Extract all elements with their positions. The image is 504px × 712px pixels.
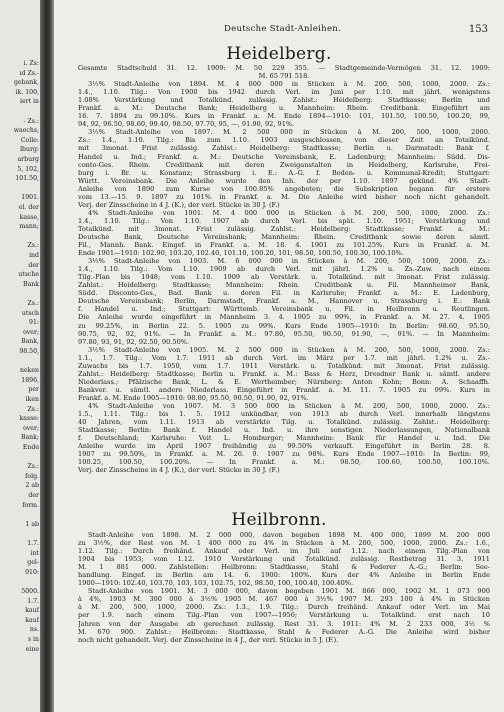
edge-text-fragment: der	[28, 492, 39, 499]
text-line: Fil., Mannh. Bank. Eingef. in Frankf. a. M. 18. 4. 1901 zu 101.25%. Kurs in Frankf. a. M.	[78, 241, 490, 250]
text-line: Zs.: 1.4., 1.10. Tilg.: Bis zum 1.10. 1903 ausgeschlossen, von dieser Zeit an Totalkünd.	[78, 136, 490, 145]
text-line: Handel u. Ind.; Frankf. a. M.: Deutsche Vereinsbank, E. Ladenburg; Mannheim: Südd. Dis-	[78, 152, 490, 161]
text-line: Niederlass.; Pfälzische Bank, L. & E. Wertheimber; Nürnberg: Anton Kohn; Bonn: A. Schaaffh.	[78, 377, 490, 386]
edge-text-fragment: iken	[25, 396, 39, 403]
text-line: 100.25, 100.50, 100.20%. — In Frankf. a. M.: 98.50, 100.60, 100.50, 100.10%.	[78, 458, 490, 467]
edge-text-fragment: 91:	[29, 319, 39, 327]
text-line: Bankver. u. sämtl. andere Niederlass. Eingeführt in Frankf. a. M. 11. 7. 1905 zu 99%. Kurs in	[78, 385, 490, 394]
text-line: Stadt-Anleihe von 1898. M. 2 000 000, davon begeben 1898 M. 400 000, 1899 M. 200 000	[88, 531, 490, 539]
text-line: Gesamte Stadtschuld 31. 12. 1909: M. 50 229 355. — Stadtgemeinde-Vermögen 31. 12. 1909:	[78, 64, 490, 72]
edge-text-fragment: 2 ab	[25, 482, 39, 490]
text-line: 97.80, 93, 91, 92, 92.50, 90.50%.	[78, 337, 190, 346]
text-line: conto-Ges. Rhein. Creditbank mit deren Zweiganstalten in Heidelberg, Karlsruhe, Frei-	[78, 160, 490, 169]
edge-text-fragment: el. der	[18, 204, 39, 211]
page-number: 153	[468, 24, 488, 35]
book-gutter	[40, 0, 54, 712]
text-line: 3½% Stadt-Anleihe von 1905. M. 2 500 000 in Stücken à M. 200, 500, 1000, 2000. Zs.:	[88, 345, 490, 354]
edge-text-fragment: 1 ab	[25, 520, 39, 528]
edge-text-fragment: Bank;	[20, 434, 39, 442]
edge-text-fragment: 101.50,	[15, 175, 39, 183]
edge-text-fragment: utsche	[18, 271, 39, 279]
section-heading-heidelberg: Heidelberg.	[226, 44, 332, 64]
edge-text-fragment: over;	[23, 424, 39, 432]
edge-text-fragment: der	[28, 261, 39, 269]
text-line: 1.08% Verstärkung und Totalkünd. zulässig. Zahlst.: Heidelberg: Stadtkasse; Berlin und	[78, 96, 490, 105]
text-line: 1904 bis 1953; vom 1.12. 1910 Verstärkung und Totalkünd. zulässig. Restbetrag 31. 3. 1911	[78, 555, 490, 564]
text-line: Verj. der Zinsscheine in 4 J. (K.), der verl. Stücke in 30 J. (F.)	[78, 200, 280, 209]
running-head-title: Deutsche Stadt-Anleihen.	[224, 24, 342, 34]
edge-text-fragment: Zs.:	[27, 242, 39, 250]
text-line: M. 670 900. Zahlst.: Heilbronn: Stadtkasse, Stahl & Federer A.-G. Die Anleihe wird bisher	[78, 627, 490, 636]
text-line: Deutsche Bank, Deutsche Vereinsbank; Mannheim: Rhein. Creditbank sowie deren sämtl.	[78, 232, 490, 241]
edge-text-fragment: 98.50,	[19, 348, 39, 355]
text-line: 3½% Stadt-Anleihe von 1903. M. 6 000 000 in Stücken à M. 200, 500, 1000, 2000. Zs.:	[88, 257, 490, 266]
edge-text-fragment: ik. 100,	[15, 88, 39, 96]
text-line: 94, 92, 96.50, 98.60, 99.40, 98.50, 97.70, 95, —, 91.90, 92, 91%.	[78, 120, 295, 129]
edge-text-fragment: Zs.:	[27, 405, 39, 413]
edge-text-fragment: per	[28, 386, 39, 394]
text-line: 1.4., 1.10. Tilg.: Von 1.10. 1907 ab durch Verl. bis spät. 1.10. 1951; Verstärkung und	[78, 216, 490, 225]
text-line: Anleihe von 1890 zum Kurse von 100.85% angeboten; die Subskription begann für erstere	[78, 184, 490, 193]
edge-text-fragment: int	[30, 549, 39, 557]
edge-text-fragment: 5000.	[21, 588, 39, 595]
text-line: 1.4., 1.10. Tilg.: Vom 1.10. 1909 ab durch Verl. mit jährl. 1.2% u. Zs.-Zuw. nach einem	[78, 265, 490, 274]
text-line: 4% Stadt-Anleihe von 1901. M. 4 000 000 in Stücken à M. 200, 500, 1000, 2000. Zs.:	[88, 208, 490, 217]
text-line: 3½% Stadt-Anleihe von 1897. M. 2 500 000 in Stücken à M. 200, 500, 1000, 2000.	[88, 128, 490, 137]
edge-text-fragment: eine	[25, 645, 39, 653]
edge-text-fragment: neken	[19, 367, 39, 375]
text-line: zu 99.25%, in Berlin 22. 5. 1905 zu 99%. Kurs Ende 1905—1910: In Berlin: 98.60, 95.50,	[78, 321, 490, 330]
text-line: vom 13.—15. 9. 1897 zu 101% in Frankf. a. M. Die Anleihe wird bisher noch nicht gehandelt.	[78, 192, 490, 201]
text-line: Zuwachs bis 1.7. 1950, vom 1.7. 1911 Verstärk. u. Totalkünd. mit 3monat. Frist zulässig.	[78, 361, 490, 370]
text-line: zu 3½%, der Rest von M. 1 400 000 zu 4% in Stücken à M. 200, 500, 1000, 2000. Zs.: 1.6.,	[78, 539, 490, 548]
edge-text-fragment: 1896,	[21, 376, 39, 384]
text-line: à 4%, 1903 M. 300 000 à 3½% 1905 M. 467 000 à 3½% 1907 M. 293 100 à 4% in Stücken	[78, 595, 490, 604]
text-line: Frankf. a. M.: Deutsche Bank; Heidelberg u. Mannheim: Rhein. Creditbank. Eingeführt am	[78, 104, 490, 113]
text-line: f. Deutschland; Karlsruhe: Veit L. Homburger; Mannheim: Bank für Handel u. Ind. Die	[78, 434, 490, 443]
edge-text-fragment: form.	[22, 501, 39, 509]
text-line: 16. 7. 1894 zu 99.10%. Kurs in Frankf. a. M. Ende 1894—1910: 101, 101.50, 100.50, 100.20, 99,	[78, 112, 490, 121]
text-line: Ende 1901—1910: 102.90, 103.20, 102.40, 101.10, 100.20, 101, 98.50, 100.50, 100.30, 100.10%.	[78, 249, 404, 258]
text-line: noch nicht gehandelt. Verj. der Zinsscheine in 4 J., der verl. Stücke in 5 J. (F.).	[78, 635, 339, 644]
edge-text-fragment: 910:	[25, 568, 39, 576]
edge-text-fragment: waechs,	[13, 127, 39, 135]
text-line: 1907 zu 99.50%, in Frankf. a. M. 26. 9. 1907 zu 98%. Kurs Ende 1907—1910: In Berlin: 99,	[78, 450, 490, 459]
edge-text-fragment: ind	[29, 252, 39, 259]
text-line: Tilg.-Plan bis 1948; vom 1.10. 1909 ab Verstärk. u. Totalkünd. mit 3monat. Frist zulässig.	[78, 273, 490, 282]
text-line: Deutsche Vereinsbank; Berlin, Darmstadt, Frankf. a. M., Hannover u. Strassburg i. E.: Bank	[78, 297, 490, 306]
text-line: M. 1 881 000. Zahlstellen: Heilbronn: Stadtkasse, Stahl & Federer A.-G.; Berlin: See-	[78, 563, 490, 572]
text-line: per 1.9. nach einem Tilg.-Plan von 1907—1956; Verstärkung u. Totalkünd. erst nach 10	[78, 611, 490, 620]
text-line: M. 65 791 518.	[258, 72, 310, 81]
text-line: 1.5., 1.11. Tilg.: bis 1. 5. 1912 unkündbar, von 1913 ab durch Verl. innerhalb längstens	[78, 410, 490, 419]
edge-text-fragment: ıd Zs.-	[19, 69, 39, 77]
text-line: Die Anleihe wurde eingeführt in Mannheim 3. 4. 1905 zu 99%, in Frankf. a. M. 27. 4. 1905	[78, 313, 490, 322]
section-body-heilbronn	[78, 531, 490, 644]
edge-text-fragment: gebank,	[14, 79, 39, 87]
book-page	[54, 0, 504, 712]
previous-page-edge	[0, 0, 40, 712]
text-line: Zahlst.: Heidelberg: Stadtkasse; Mannheim: Rhein. Creditbank u. Fil. Mannheimer Bank,	[78, 281, 490, 290]
text-line: 40 Jahren, vom 1.11. 1913 ab verstärkte Tilg. u. Totalkünd. zulässig. Zahlst.: Heidelberg:	[78, 418, 490, 427]
text-line: 1.12. Tilg.: Durch freihänd. Ankauf oder Verl. im Juli auf 1.12. nach einem Tilg.-Plan von	[78, 547, 490, 556]
edge-text-fragment: iert in	[19, 98, 39, 106]
text-line: 90.75, 92, 92, 91%. — In Frankf. a. M.: 97.80, 95.50, 90.50, 91.90, —, 91%. — In Mannheim:	[78, 329, 490, 338]
text-line: Verj. der Zinsscheine in 4 J. (K.), der verl. Stücke in 30 J. (F.)	[78, 466, 280, 475]
edge-text-fragment: arburg	[17, 156, 39, 163]
edge-text-fragment: kauf	[25, 616, 39, 624]
text-line: handlung. Eingef. in Berlin am 14. 6. 1900: 100%. Kurs der 4% Anleihe in Berlin Ende	[78, 571, 490, 580]
edge-text-fragment: kasse,	[19, 213, 39, 221]
text-line: Stadtkasse; Berlin: Bank f. Handel u. Ind. u. ihre sonstigen Niederlassungen, Nationalbank	[78, 426, 490, 435]
text-line: 1900—1910: 102.40, 103.70, 103, 103, 102.75, 102, 98.50, 100, 100.40, 100.40%.	[78, 579, 354, 588]
edge-text-fragment: Bank	[23, 280, 39, 288]
text-line: 3½% Stadt-Anleihe von 1894. M. 4 000 000 in Stücken à M. 200, 500, 1000, 2000. Zs.:	[88, 80, 490, 89]
edge-text-fragment: Zs.:	[27, 300, 39, 307]
text-line: Württ. Vereinsbank. Die Anleihe wurde den Inh. der per 1.10. 1897 gekünd. 4% Stadt-	[78, 176, 490, 185]
section-heading-heilbronn: Heilbronn.	[231, 510, 327, 530]
edge-text-fragment: mann;	[19, 223, 39, 231]
edge-text-fragment: 1.7.	[27, 540, 39, 547]
edge-text-fragment: lburg:	[20, 146, 39, 154]
edge-text-fragment: Colle:	[20, 136, 39, 144]
text-line: Zahlst.: Heidelberg: Stadtkasse; Berlin u. Frankf. a. M.: Bass & Herz, Dresdner Bank u. sämtl. andere	[78, 369, 490, 378]
edge-text-fragment: - Zs.:	[23, 117, 39, 125]
edge-text-fragment: kasse:	[19, 415, 39, 423]
edge-text-fragment: ns.	[29, 626, 39, 634]
text-line: f. Handel u. Ind.; Stuttgart: Württemb. Vereinsbank u. Fil. in Heilbronn u. Reutlingen.	[78, 305, 490, 314]
edge-text-fragment: utsch	[21, 309, 39, 317]
text-line: Totalkünd. mit 3monat. Frist zulässig. Zahlst.: Heidelberg: Stadtkasse; Frankf. a. M.:	[78, 224, 490, 233]
text-line: 1.4., 1.10. Tilg.: Von 1900 bis 1942 durch Verl. im Juni per 1.10. mit jährl. wenigstens	[78, 88, 490, 97]
edge-text-fragment: folg.	[25, 472, 39, 480]
edge-text-fragment: 5, 102,	[17, 165, 39, 173]
edge-text-fragment: Ende	[22, 444, 39, 451]
text-line: Frankf. a. M. Ende 1905—1910: 98.80, 95.50, 90.50, 91.90, 92, 91%.	[78, 393, 309, 402]
text-line: Stadt-Anleihe von 1901. M. 3 000 000, davon begeben 1901 M. 866 000, 1902 M. 1 073 900	[88, 587, 490, 596]
text-line: Anleihe wurde im April 1907 freihändig zu 99.50% verkauft. Eingeführt in Berlin 28. 8.	[78, 442, 490, 451]
edge-text-fragment: i. Zs:	[23, 60, 39, 67]
edge-text-fragment: Zs.:	[27, 463, 39, 471]
edge-text-fragment: 1.7.	[27, 597, 39, 605]
edge-text-fragment: kauf	[25, 607, 39, 615]
edge-text-fragment: Bank,	[21, 338, 39, 346]
text-line: burg i. Br. u. Konstanz; Strassburg i. E.: A.-G. f. Boden- u. Kommunal-Kredit; Stuttgart:	[78, 168, 490, 177]
text-line: mit 3monat. Frist zulässig. Zahlst.: Heidelberg: Stadtkasse; Berlin u. Darmstadt: Bank f.	[78, 144, 490, 153]
edge-text-fragment: 1901.	[21, 194, 39, 202]
text-line: 1.1., 1.7. Tilg.: Vom 1.7. 1911 ab durch Verl. im März per 1.7. mit jährl. 1.2% u. Zs.-	[78, 353, 490, 362]
edge-text-fragment: gel-	[27, 559, 39, 567]
text-line: Jahren von der Ausgabe ab gerechnet zulässig. Rest 31. 3. 1911: 4% M. 2 233 000, 3½ %	[78, 619, 490, 628]
edge-text-fragment: over;	[23, 328, 39, 336]
text-line: 4% Stadt-Anleihe von 1907. M. 3 500 000 in Stücken à M. 200, 500, 1000, 2000. Zs.:	[88, 401, 490, 410]
section-body-heidelberg	[78, 64, 490, 474]
text-line: à M. 200, 500, 1000, 2000. Zs.: 1.3., 1.9. Tilg.: Durch freihänd. Ankauf oder Verl. im Mai	[78, 603, 490, 612]
text-line: Südd. Disconto-Ges., Bad. Bank u. deren Fil. in Karlsruhe; Frankf. a. M.: E. Ladenburg,	[78, 289, 490, 298]
edge-text-fragment: s in	[27, 636, 39, 643]
